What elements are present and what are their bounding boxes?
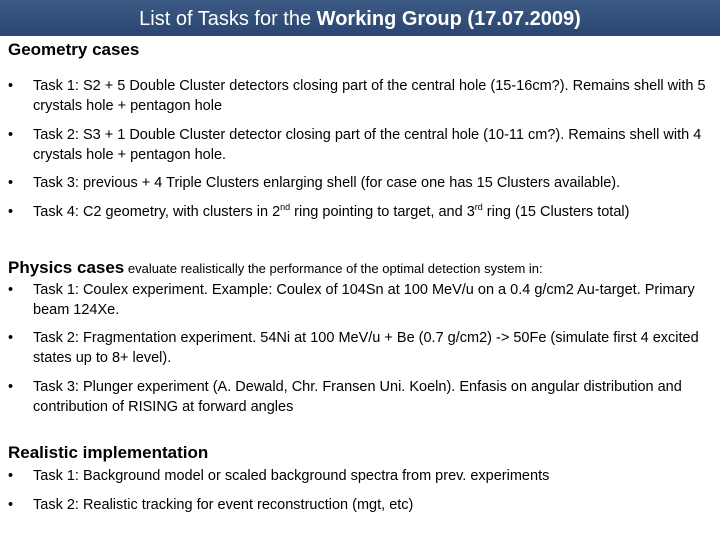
list-item [8, 202, 708, 222]
list-item [8, 76, 708, 116]
list-item-text: Task 1: Coulex experiment. Example: Coulex of 104Sn at 100 MeV/u on a 0.4 g/cm2 Au-target. Primary beam 124Xe. [33, 282, 695, 318]
bullet: • [8, 204, 14, 220]
bullet: • [8, 330, 14, 346]
bullet: • [8, 175, 14, 191]
bullet: • [8, 78, 14, 94]
list-item-text: Task 1: S2 + 5 Double Cluster detectors closing part of the central hole (15-16cm?). Remains shell with 5 crystals hole + pentagon hole [33, 78, 706, 114]
realistic-heading: Realistic implementation [8, 443, 209, 462]
bullet: • [8, 497, 14, 513]
bullet: • [8, 127, 14, 143]
list-item [8, 377, 708, 417]
list-item [8, 328, 708, 368]
slide-title-bold: Working Group (17.07.2009) [316, 8, 581, 30]
bullet: • [8, 282, 14, 298]
task4-text-2: ring pointing to target, and 3 [290, 204, 475, 220]
physics-heading [8, 258, 543, 278]
physics-heading-subtitle: evaluate realistically the performance of the optimal detection system in: [124, 261, 543, 276]
slide-title [0, 0, 720, 36]
task4-text-3: ring (15 Clusters total) [482, 204, 630, 220]
list-item-text [33, 202, 708, 222]
task4-sup-1: nd [280, 202, 291, 213]
list-item-text: Task 2: Fragmentation experiment. 54Ni at 100 MeV/u + Be (0.7 g/cm2) -> 50Fe (simulate first 4 excited states up to 8+ level). [33, 330, 699, 366]
bullet: • [8, 468, 14, 484]
task4-text-1: Task 4: C2 geometry, with clusters in 2 [33, 204, 281, 220]
bullet: • [8, 379, 14, 395]
list-item [8, 495, 708, 515]
list-item [8, 466, 708, 486]
list-item [8, 173, 708, 193]
list-item [8, 125, 708, 165]
slide-title-prefix: List of Tasks for the [139, 8, 317, 30]
geometry-heading: Geometry cases [8, 40, 140, 59]
physics-heading-title: Physics cases [8, 258, 125, 277]
list-item-text: Task 2: Realistic tracking for event reconstruction (mgt, etc) [33, 497, 414, 513]
list-item-text: Task 1: Background model or scaled background spectra from prev. experiments [33, 468, 550, 484]
list-item [8, 280, 708, 320]
list-item-text: Task 3: Plunger experiment (A. Dewald, Chr. Fransen Uni. Koeln). Enfasis on angular distribution and contribution of RISING at forward angles [33, 379, 682, 415]
list-item-text: Task 2: S3 + 1 Double Cluster detector closing part of the central hole (10-11 cm?). Remains shell with 4 crystals hole + pentagon hole. [33, 127, 702, 163]
task4-sup-2: rd [474, 202, 483, 213]
list-item-text: Task 3: previous + 4 Triple Clusters enlarging shell (for case one has 15 Clusters available). [33, 175, 621, 191]
